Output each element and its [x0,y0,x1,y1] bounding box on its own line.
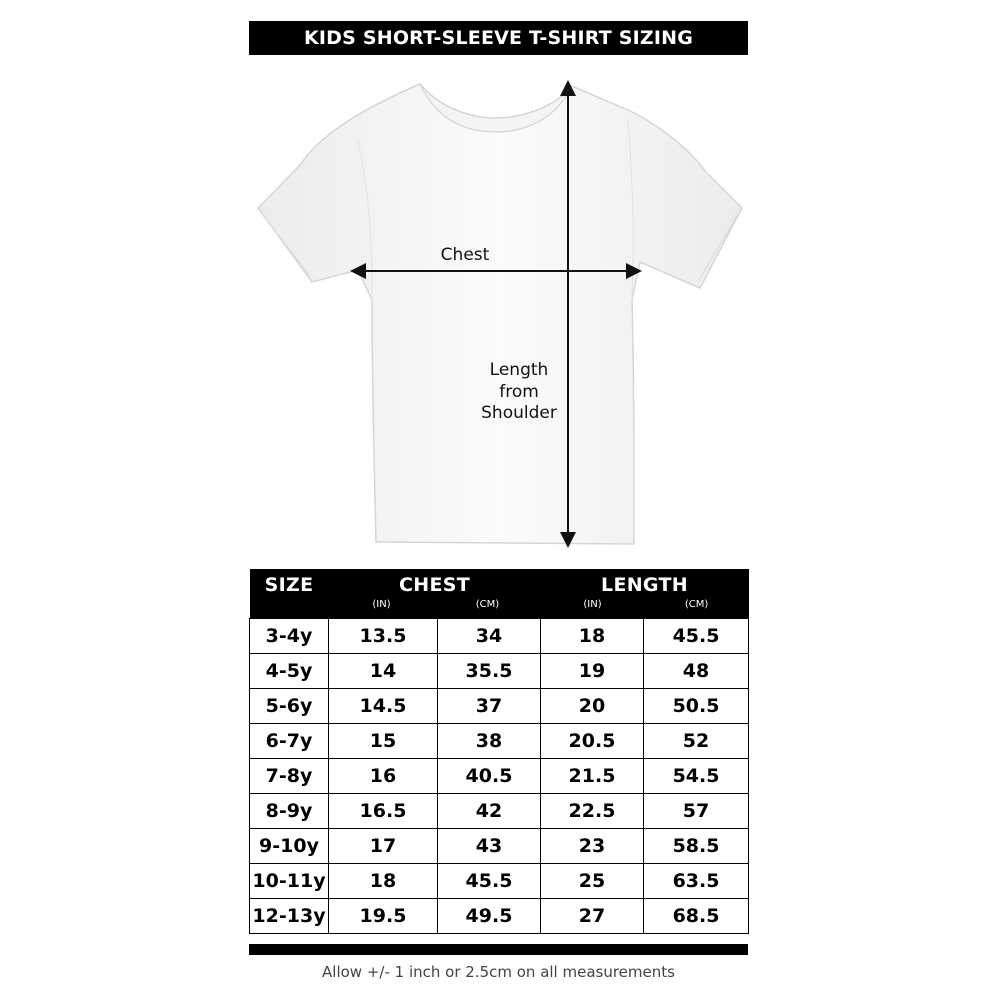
chest-unit-cm: (CM) [475,599,500,610]
length-cm-cell: 57 [644,794,749,829]
length-label-line: from [499,381,539,402]
chest-cm-cell: 34 [438,619,541,654]
length-in-cell: 27 [541,899,644,934]
size-cell: 8-9y [250,794,329,829]
length-in-cell: 21.5 [541,759,644,794]
length-label [466,360,572,425]
chest-cm-cell: 40.5 [438,759,541,794]
chest-label: Chest [440,245,490,265]
length-in-cell: 20 [541,689,644,724]
chest-cm-cell: 43 [438,829,541,864]
table-header-row [250,569,749,619]
size-cell: 7-8y [250,759,329,794]
table-row [250,654,749,689]
chest-in-cell: 15 [329,724,438,759]
measurement-note: Allow +/- 1 inch or 2.5cm on all measurements [322,963,675,981]
size-cell: 9-10y [250,829,329,864]
length-label-line: Shoulder [481,403,557,423]
length-cm-cell: 58.5 [644,829,749,864]
size-header: SIZE [250,569,329,619]
chest-unit-in: (IN) [372,599,391,610]
length-cm-cell: 48 [644,654,749,689]
length-in-cell: 19 [541,654,644,689]
length-in-cell: 25 [541,864,644,899]
chest-cm-cell: 38 [438,724,541,759]
length-in-cell: 22.5 [541,794,644,829]
chest-in-cell: 14.5 [329,689,438,724]
chest-header: CHEST (IN) (CM) [329,569,541,619]
chest-in-cell: 18 [329,864,438,899]
length-cm-cell: 50.5 [644,689,749,724]
table-row [250,864,749,899]
length-in-cell: 23 [541,829,644,864]
chest-cm-cell: 37 [438,689,541,724]
chest-cm-cell: 42 [438,794,541,829]
size-cell: 12-13y [250,899,329,934]
table-row [250,619,749,654]
table-row [250,724,749,759]
length-unit-cm: (CM) [684,599,709,610]
chest-in-cell: 17 [329,829,438,864]
size-cell: 6-7y [250,724,329,759]
length-in-cell: 18 [541,619,644,654]
table-row [250,759,749,794]
length-header: LENGTH (IN) (CM) [541,569,749,619]
table-footer-bar [249,944,748,955]
size-cell: 3-4y [250,619,329,654]
size-cell: 10-11y [250,864,329,899]
size-table-body [250,619,749,934]
chest-in-cell: 14 [329,654,438,689]
table-row [250,899,749,934]
table-row [250,794,749,829]
chest-cm-cell: 45.5 [438,864,541,899]
chest-in-cell: 16.5 [329,794,438,829]
length-in-cell: 20.5 [541,724,644,759]
page-title: KIDS SHORT-SLEEVE T-SHIRT SIZING [249,21,748,55]
chest-cm-cell: 35.5 [438,654,541,689]
size-cell: 5-6y [250,689,329,724]
chest-in-cell: 13.5 [329,619,438,654]
length-label-line: Length [489,360,549,380]
chest-in-cell: 16 [329,759,438,794]
length-unit-in: (IN) [583,599,602,610]
tshirt-body [258,84,742,544]
table-row [250,689,749,724]
size-chart-table [249,569,749,934]
chest-cm-cell: 49.5 [438,899,541,934]
table-row [250,829,749,864]
length-cm-cell: 68.5 [644,899,749,934]
size-cell: 4-5y [250,654,329,689]
length-cm-cell: 63.5 [644,864,749,899]
length-cm-cell: 54.5 [644,759,749,794]
length-cm-cell: 52 [644,724,749,759]
length-cm-cell: 45.5 [644,619,749,654]
chest-in-cell: 19.5 [329,899,438,934]
